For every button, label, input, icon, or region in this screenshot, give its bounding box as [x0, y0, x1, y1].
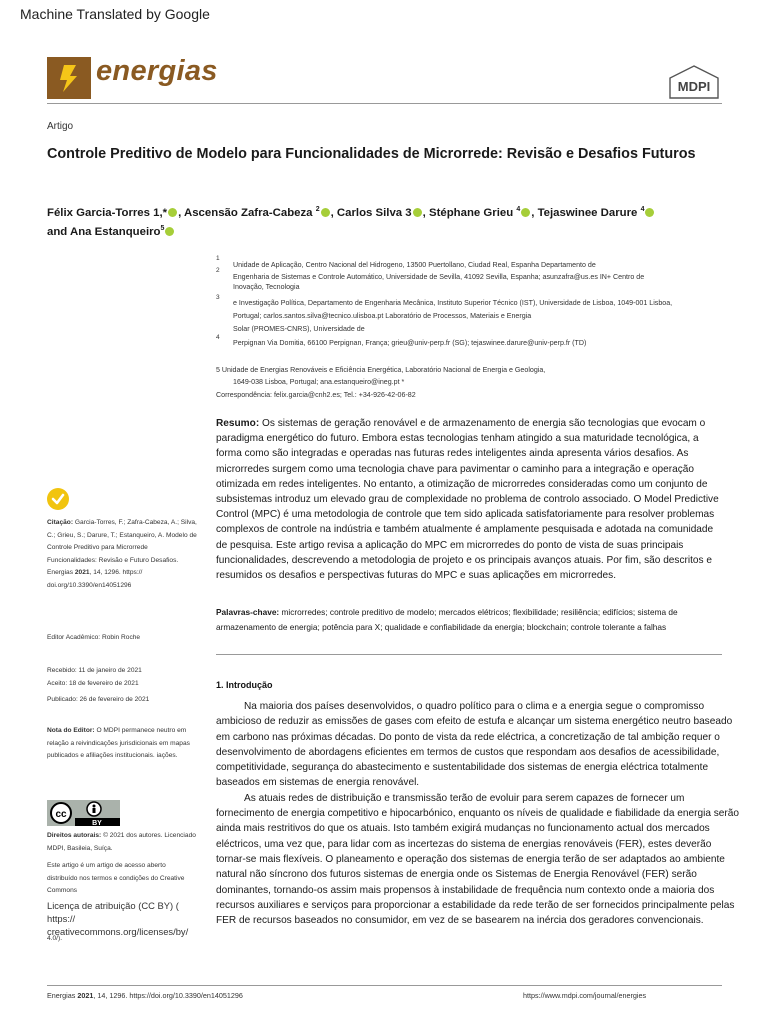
author-5-affil: 4 — [640, 206, 645, 213]
check-for-updates-icon[interactable] — [47, 488, 69, 510]
introduction-body — [216, 699, 742, 928]
mdpi-logo — [666, 64, 722, 105]
author-list — [47, 202, 727, 240]
publisher-name: MDPI — [677, 79, 711, 94]
publisher-note — [47, 725, 197, 763]
citation-text: Garcia-Torres, F.; Zafra-Cabeza, A.; Silva, C.; Grieu, S.; Darure, T.; Estanqueiro, A. Modelo de Controle Preditivo para Microrrede Funcionalidades: Revisão e Futuro Desafios. Energias — [47, 519, 197, 577]
orcid-icon[interactable] — [165, 227, 174, 236]
cc-by-license-badge[interactable] — [47, 800, 120, 826]
affil-number-1: 1 — [216, 255, 220, 262]
received-date: Recebido: 11 de janeiro de 2021 — [47, 667, 142, 674]
citation-year: 2021 — [74, 569, 90, 577]
affil-line-7: Perpignan Via Domitia, 66100 Perpignan, França; grieu@univ-perp.fr (SG); tejaswinee.darure@univ-perp.fr (TD) — [233, 339, 587, 347]
section-heading: 1. Introdução — [216, 680, 273, 690]
note-label: Nota do Editor: — [47, 727, 95, 734]
footer-doi[interactable]: , 14, 1296. https://doi.org/10.3390/en14051296 — [93, 991, 243, 1000]
affil-line-6: Solar (PROMES-CNRS), Universidade de — [233, 325, 365, 333]
citation-label: Citação: — [47, 519, 74, 526]
abstract-label: Resumo: — [216, 418, 260, 429]
affil-number-3: 3 — [216, 294, 220, 301]
paper-title: Controle Preditivo de Modelo para Funcionalidades de Microrrede: Revisão e Desafios Futuros — [47, 146, 696, 162]
cc-label: cc — [55, 809, 67, 820]
affil-line-4: e Investigação Política, Departamento de Engenharia Mecânica, Instituto Superior Técnico (IST), Universidade de Lisboa, 1049-001 Lisboa, — [233, 299, 673, 307]
footer-journal: Energias — [47, 991, 78, 1000]
author-6-affil: 5 — [160, 224, 165, 232]
affil-number-4: 4 — [216, 334, 220, 341]
paragraph: As atuais redes de distribuição e transmissão terão de evoluir para serem capazes de fornecer um fornecimento de energia competitivo e hipocarbónico, enquanto os níveis de qualidade e fiabilidade da energia serão ainda mais restritivos do que os atuais. Isto também exigirá mudanças no funcionamento actual dos mercados eléctricos, uma vez que, para lidar com as incertezas do sistema de energias renováveis (FER), estes deverão tornar-se mais flexíveis. O planeamento e operação dos sistemas de energia terão de ser adaptados ao ambiente natural não síncrono dos futuros sistemas de energia onde os Sistemas de Energia Renovável (FER) serão dominantes, tornando-os assim mais propensos à instabilidade de frequência num contexto onde a maioria dos recursos auxiliares e serviços para proporcionar a estabilidade da rede terão de ser fornecidos principalmente pelas FER de recursos baseados no consumidor, em vez de se basearem na inércia dos geradores convencionais. — [216, 792, 739, 927]
author-5: , Tejaswinee Darure — [531, 206, 638, 219]
journal-logo — [47, 57, 91, 99]
license-version: 4.0/). — [47, 935, 63, 942]
affil-line-3: Inovação, Tecnologia — [233, 283, 300, 291]
orcid-icon[interactable] — [413, 208, 422, 217]
license-text: Este artigo é um artigo de acesso aberto distribuído nos termos e condições do Creative Commons — [47, 862, 185, 895]
orcid-icon[interactable] — [521, 208, 530, 217]
abstract-text: Os sistemas de geração renovável e de armazenamento de energia são tecnologias que evocam o paradigma energético do futuro. Embora estas tecnologias tenham atingido a sua maturidade tecnológica, a forma como são integradas e operadas nas futuras redes inteligentes ainda apresenta vários desafios. As microrredes surgem como uma tecnologia chave para pavimentar o caminho para a integração e operação otimizada em redes inteligentes. No entanto, a otimização de microrredes consideradas como um conjunto de subsistemas introduz um elevado grau de complexidade no problema de controlo associado. O Model Predictive Control (MPC) é uma metodologia de controle que tem sido aplicada satisfatoriamente para resolver problemas complexos de controle na indústria e também atualmente é amplamente pesquisada e adotada na comunidade de pesquisa. Este artigo revisa a aplicação do MPC em microrredes do ponto de vista de suas principais funcionalidades, descrevendo a metodologia de projeto e os principais avanços atuais. Por fim, são descritos e resumidos os desafios e perspectivas futuras do MPC e suas aplicações em microrredes. — [216, 418, 719, 582]
orcid-icon[interactable] — [168, 208, 177, 217]
keywords — [216, 605, 726, 635]
keywords-label: Palavras-chave: — [216, 607, 280, 617]
section-divider — [216, 654, 722, 655]
copyright — [47, 830, 197, 855]
published-date: Publicado: 26 de fevereiro de 2021 — [47, 696, 150, 703]
author-2-affil: 2 — [315, 206, 320, 213]
author-4: , Stéphane Grieu — [422, 206, 514, 219]
copyright-text: © 2021 dos autores. Licenciado MDPI, Basileia, Suíça. — [47, 832, 196, 852]
copyright-label: Direitos autorais: — [47, 832, 102, 839]
footer-journal-url[interactable]: https://www.mdpi.com/journal/energies — [523, 991, 647, 1000]
author-6: and Ana Estanqueiro — [47, 225, 161, 238]
author-1: Félix Garcia-Torres 1,* — [47, 206, 168, 219]
paragraph: Na maioria dos países desenvolvidos, o quadro político para o clima e a energia segue o compromisso ambicioso de reduzir as emissões de gases com efeito de estufa e alcançar um sistema energético neutro baseado em carbono nas próximas décadas. Do ponto de vista da rede eléctrica, a concretização de tal ambição requer o desenvolvimento de abordagens eficientes em termos de custos que respondam aos desafios de acessibilidade, competitividade, segurança do abastecimento e sustentabilidade dos sistemas de energia eléctrica totalmente baseados em sistemas de energia renovável. — [216, 701, 733, 789]
orcid-icon[interactable] — [645, 208, 654, 217]
abstract — [216, 416, 722, 583]
by-label: BY — [92, 820, 102, 826]
citation-doi[interactable]: , 14, 1296. https:// doi.org/10.3390/en14051296 — [47, 569, 143, 589]
affil-line-5: Portugal; carlos.santos.silva@tecnico.ulisboa.pt Laboratório de Processos, Materiais e Energia — [233, 312, 532, 320]
academic-editor: Editor Acadêmico: Robin Roche — [47, 634, 141, 641]
author-4-affil: 4 — [516, 206, 521, 213]
affil-line-1: Unidade de Aplicação, Centro Nacional del Hidrogeno, 13500 Puertollano, Ciudad Real, Espanha Departamento de — [233, 261, 596, 269]
accepted-date: Aceito: 18 de fevereiro de 2021 — [47, 680, 139, 687]
affil-line-8: 5 Unidade de Energias Renováveis e Eficiência Energética, Laboratório Nacional de Energia e Geologia, — [216, 366, 546, 374]
citation — [47, 517, 197, 593]
author-2: , Ascensão Zafra-Cabeza — [178, 206, 313, 219]
orcid-icon[interactable] — [321, 208, 330, 217]
affil-line-9: 1649-038 Lisboa, Portugal; ana.estanqueiro@ineg.pt * — [233, 378, 405, 386]
article-type: Artigo — [47, 121, 74, 132]
header-divider — [47, 103, 722, 104]
correspondence: Correspondência: felix.garcia@cnh2.es; Tel.: +34-926-42-06-82 — [216, 391, 416, 399]
lightning-icon — [47, 57, 91, 99]
footer-year: 2021 — [77, 991, 94, 1000]
machine-translation-banner: Machine Translated by Google — [20, 6, 210, 22]
footer-divider — [47, 985, 722, 986]
journal-name: energias — [96, 55, 218, 87]
affil-number-2: 2 — [216, 267, 220, 274]
keywords-text: microrredes; controle preditivo de modelo; mercados elétricos; flexibilidade; resiliência; edifícios; sistema de armazenamento de energia; potência para X; qualidade e confiabilidade da energia; blockchain; controle tolerante a falhas — [216, 607, 678, 632]
footer-citation — [47, 991, 243, 1000]
author-3: , Carlos Silva 3 — [330, 206, 412, 219]
note-text: O MDPI permanece neutro em relação a reivindicações jurisdicionais em mapas publicados e afiliações institucionais. iações. — [47, 727, 190, 760]
affil-line-2: Engenharia de Sistemas e Controle Automático, Universidade de Sevilla, 41092 Sevilla, Espanha; asunzafra@us.es IN+ Centro de — [233, 273, 645, 281]
license-link[interactable]: Licença de atribuição (CC BY) ( https:// creativecommons.org/licenses/by/ — [47, 900, 189, 937]
